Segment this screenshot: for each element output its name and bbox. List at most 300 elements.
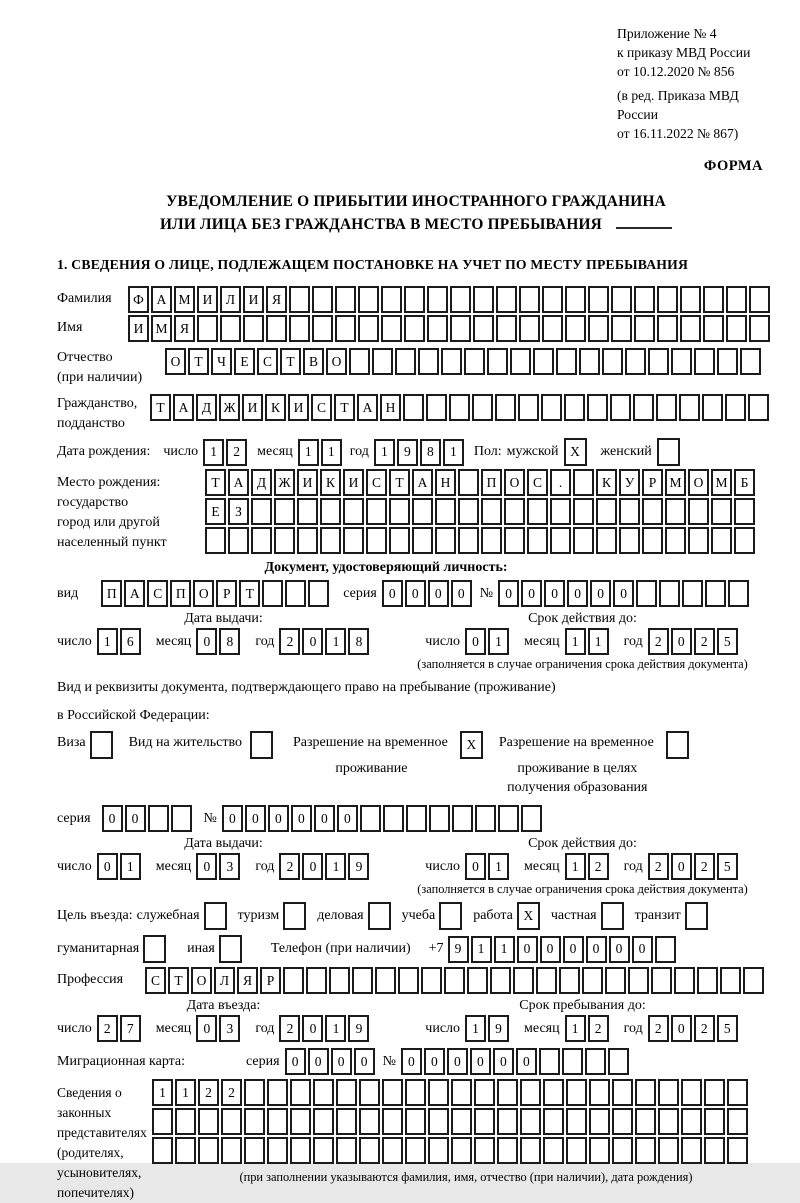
citizenship-cell[interactable]: А xyxy=(357,394,378,421)
stay-month-cell[interactable]: 1 xyxy=(565,1015,586,1042)
patronymic-cell[interactable] xyxy=(671,348,692,375)
birthplace-cell[interactable] xyxy=(527,498,548,525)
surname-cell[interactable]: И xyxy=(197,286,218,313)
representatives-cell[interactable] xyxy=(520,1108,541,1135)
profession-cell[interactable]: Р xyxy=(260,967,281,994)
profession-cell[interactable] xyxy=(375,967,396,994)
birthplace-cell[interactable]: И xyxy=(297,469,318,496)
birth-year-cell[interactable]: 1 xyxy=(443,439,464,466)
birthplace-cell[interactable] xyxy=(205,527,226,554)
firstname-cell[interactable] xyxy=(657,315,678,342)
birth-year-cell[interactable]: 1 xyxy=(374,439,395,466)
phone-digit-cell[interactable]: 1 xyxy=(494,936,515,963)
surname-cell[interactable] xyxy=(496,286,517,313)
iddoc-issue-month-cell[interactable]: 0 xyxy=(196,628,217,655)
iddoc-valid-day-cell[interactable]: 0 xyxy=(465,628,486,655)
iddoc-issue-year-cell[interactable]: 8 xyxy=(348,628,369,655)
permit-series-cell[interactable] xyxy=(171,805,192,832)
migcard-number-cell[interactable]: 0 xyxy=(470,1048,491,1075)
patronymic-cell[interactable] xyxy=(510,348,531,375)
permit-number-cell[interactable] xyxy=(452,805,473,832)
patronymic-cell[interactable] xyxy=(441,348,462,375)
birthplace-cell[interactable] xyxy=(274,498,295,525)
birthplace-cell[interactable]: З xyxy=(228,498,249,525)
permit-valid-day-cell[interactable]: 1 xyxy=(488,853,509,880)
representatives-cell[interactable] xyxy=(566,1079,587,1106)
iddoc-kind-cell[interactable] xyxy=(308,580,329,607)
profession-cell[interactable] xyxy=(490,967,511,994)
representatives-cell[interactable] xyxy=(589,1108,610,1135)
birthplace-cell[interactable]: П xyxy=(481,469,502,496)
representatives-cell[interactable] xyxy=(658,1079,679,1106)
representatives-cell[interactable] xyxy=(497,1137,518,1164)
representatives-cell[interactable] xyxy=(681,1108,702,1135)
representatives-cell[interactable] xyxy=(566,1137,587,1164)
patronymic-cell[interactable] xyxy=(556,348,577,375)
profession-cell[interactable] xyxy=(605,967,626,994)
representatives-cell[interactable]: 2 xyxy=(221,1079,242,1106)
iddoc-number-cell[interactable]: 0 xyxy=(590,580,611,607)
citizenship-cell[interactable] xyxy=(541,394,562,421)
surname-cell[interactable] xyxy=(289,286,310,313)
birthplace-cell[interactable]: Е xyxy=(205,498,226,525)
migcard-series-cell[interactable]: 0 xyxy=(285,1048,306,1075)
patronymic-cell[interactable] xyxy=(648,348,669,375)
citizenship-cell[interactable] xyxy=(564,394,585,421)
birthplace-cell[interactable] xyxy=(550,527,571,554)
citizenship-cell[interactable] xyxy=(610,394,631,421)
iddoc-number-cell[interactable] xyxy=(636,580,657,607)
representatives-cell[interactable] xyxy=(313,1137,334,1164)
representatives-cell[interactable] xyxy=(727,1137,748,1164)
citizenship-cell[interactable]: Н xyxy=(380,394,401,421)
birthplace-cell[interactable] xyxy=(642,498,663,525)
representatives-cell[interactable] xyxy=(704,1137,725,1164)
temp-residence-checkbox-cell[interactable]: X xyxy=(460,731,483,759)
representatives-cell[interactable] xyxy=(405,1108,426,1135)
iddoc-valid-year-cell[interactable]: 2 xyxy=(648,628,669,655)
representatives-cell[interactable] xyxy=(382,1137,403,1164)
birthplace-cell[interactable]: И xyxy=(343,469,364,496)
birthplace-cell[interactable]: Н xyxy=(435,469,456,496)
representatives-cell[interactable] xyxy=(267,1137,288,1164)
iddoc-number-cell[interactable]: 0 xyxy=(544,580,565,607)
phone-digit-cell[interactable] xyxy=(655,936,676,963)
profession-cell[interactable] xyxy=(329,967,350,994)
citizenship-cell[interactable] xyxy=(403,394,424,421)
profession-cell[interactable] xyxy=(352,967,373,994)
iddoc-valid-day-cell[interactable]: 1 xyxy=(488,628,509,655)
patronymic-cell[interactable]: Т xyxy=(280,348,301,375)
permit-issue-year-cell[interactable]: 0 xyxy=(302,853,323,880)
iddoc-number-cell[interactable]: 0 xyxy=(567,580,588,607)
firstname-cell[interactable]: М xyxy=(151,315,172,342)
stay-year-cell[interactable]: 5 xyxy=(717,1015,738,1042)
representatives-cell[interactable] xyxy=(612,1108,633,1135)
representatives-cell[interactable] xyxy=(612,1079,633,1106)
patronymic-cell[interactable] xyxy=(740,348,761,375)
residence-checkbox-cell[interactable] xyxy=(250,731,273,759)
representatives-cell[interactable] xyxy=(543,1108,564,1135)
permit-number-cell[interactable] xyxy=(475,805,496,832)
iddoc-series-cell[interactable]: 0 xyxy=(382,580,403,607)
permit-number-cell[interactable] xyxy=(360,805,381,832)
firstname-cell[interactable] xyxy=(611,315,632,342)
representatives-cell[interactable] xyxy=(635,1079,656,1106)
citizenship-cell[interactable] xyxy=(449,394,470,421)
citizenship-cell[interactable] xyxy=(633,394,654,421)
patronymic-cell[interactable] xyxy=(418,348,439,375)
birthplace-cell[interactable] xyxy=(366,527,387,554)
permit-number-cell[interactable]: 0 xyxy=(222,805,243,832)
entry-year-cell[interactable]: 0 xyxy=(302,1015,323,1042)
surname-cell[interactable]: И xyxy=(243,286,264,313)
birthplace-cell[interactable] xyxy=(665,527,686,554)
profession-cell[interactable] xyxy=(628,967,649,994)
permit-issue-month-cell[interactable]: 0 xyxy=(196,853,217,880)
representatives-cell[interactable] xyxy=(727,1108,748,1135)
birthplace-cell[interactable]: М xyxy=(711,469,732,496)
representatives-cell[interactable] xyxy=(428,1108,449,1135)
representatives-cell[interactable] xyxy=(175,1108,196,1135)
representatives-cell[interactable] xyxy=(313,1079,334,1106)
firstname-cell[interactable] xyxy=(634,315,655,342)
permit-valid-day-cell[interactable]: 0 xyxy=(465,853,486,880)
birth-year-cell[interactable]: 9 xyxy=(397,439,418,466)
iddoc-kind-cell[interactable] xyxy=(285,580,306,607)
patronymic-cell[interactable] xyxy=(602,348,623,375)
birthplace-cell[interactable] xyxy=(688,498,709,525)
permit-issue-day-cell[interactable]: 0 xyxy=(97,853,118,880)
citizenship-cell[interactable]: Т xyxy=(334,394,355,421)
representatives-cell[interactable] xyxy=(152,1108,173,1135)
firstname-cell[interactable] xyxy=(749,315,770,342)
firstname-cell[interactable] xyxy=(726,315,747,342)
male-checkbox-cell[interactable]: X xyxy=(564,438,587,466)
patronymic-cell[interactable] xyxy=(717,348,738,375)
representatives-cell[interactable] xyxy=(152,1137,173,1164)
birthplace-cell[interactable] xyxy=(435,527,456,554)
surname-cell[interactable] xyxy=(542,286,563,313)
representatives-cell[interactable] xyxy=(497,1108,518,1135)
birthplace-cell[interactable] xyxy=(297,527,318,554)
iddoc-number-cell[interactable] xyxy=(728,580,749,607)
citizenship-cell[interactable]: К xyxy=(265,394,286,421)
permit-valid-month-cell[interactable]: 2 xyxy=(588,853,609,880)
birthplace-cell[interactable] xyxy=(251,527,272,554)
purpose-business-cell[interactable] xyxy=(368,902,391,930)
birthplace-cell[interactable]: Т xyxy=(205,469,226,496)
migcard-series-cell[interactable]: 0 xyxy=(308,1048,329,1075)
birthplace-cell[interactable] xyxy=(734,527,755,554)
profession-cell[interactable]: Т xyxy=(168,967,189,994)
permit-number-cell[interactable]: 0 xyxy=(314,805,335,832)
surname-cell[interactable]: Я xyxy=(266,286,287,313)
entry-year-cell[interactable]: 9 xyxy=(348,1015,369,1042)
iddoc-number-cell[interactable] xyxy=(659,580,680,607)
profession-cell[interactable] xyxy=(513,967,534,994)
profession-cell[interactable] xyxy=(306,967,327,994)
representatives-cell[interactable] xyxy=(543,1079,564,1106)
representatives-cell[interactable] xyxy=(359,1108,380,1135)
surname-cell[interactable] xyxy=(358,286,379,313)
profession-cell[interactable] xyxy=(582,967,603,994)
birthplace-cell[interactable]: А xyxy=(228,469,249,496)
profession-cell[interactable] xyxy=(674,967,695,994)
birthplace-cell[interactable] xyxy=(458,498,479,525)
iddoc-number-cell[interactable]: 0 xyxy=(613,580,634,607)
representatives-cell[interactable] xyxy=(589,1079,610,1106)
birthplace-cell[interactable]: С xyxy=(527,469,548,496)
iddoc-issue-day-cell[interactable]: 1 xyxy=(97,628,118,655)
surname-cell[interactable] xyxy=(611,286,632,313)
birthplace-cell[interactable] xyxy=(320,527,341,554)
profession-cell[interactable] xyxy=(283,967,304,994)
purpose-other-cell[interactable] xyxy=(219,935,242,963)
representatives-cell[interactable] xyxy=(658,1108,679,1135)
birthplace-cell[interactable] xyxy=(527,527,548,554)
representatives-cell[interactable] xyxy=(704,1108,725,1135)
patronymic-cell[interactable] xyxy=(349,348,370,375)
surname-cell[interactable] xyxy=(588,286,609,313)
migcard-number-cell[interactable] xyxy=(562,1048,583,1075)
permit-issue-month-cell[interactable]: 3 xyxy=(219,853,240,880)
profession-cell[interactable] xyxy=(720,967,741,994)
citizenship-cell[interactable] xyxy=(518,394,539,421)
firstname-cell[interactable]: Я xyxy=(174,315,195,342)
iddoc-series-cell[interactable]: 0 xyxy=(451,580,472,607)
purpose-transit-cell[interactable] xyxy=(685,902,708,930)
firstname-cell[interactable] xyxy=(358,315,379,342)
iddoc-valid-month-cell[interactable]: 1 xyxy=(565,628,586,655)
representatives-cell[interactable] xyxy=(497,1079,518,1106)
patronymic-cell[interactable]: Ч xyxy=(211,348,232,375)
permit-number-cell[interactable]: 0 xyxy=(245,805,266,832)
representatives-cell[interactable] xyxy=(405,1137,426,1164)
surname-cell[interactable] xyxy=(680,286,701,313)
citizenship-cell[interactable]: А xyxy=(173,394,194,421)
iddoc-series-cell[interactable]: 0 xyxy=(428,580,449,607)
stay-year-cell[interactable]: 2 xyxy=(694,1015,715,1042)
birthplace-cell[interactable] xyxy=(573,498,594,525)
profession-cell[interactable] xyxy=(559,967,580,994)
representatives-cell[interactable] xyxy=(290,1137,311,1164)
iddoc-issue-year-cell[interactable]: 0 xyxy=(302,628,323,655)
stay-month-cell[interactable]: 2 xyxy=(588,1015,609,1042)
representatives-cell[interactable] xyxy=(543,1137,564,1164)
citizenship-cell[interactable] xyxy=(748,394,769,421)
citizenship-cell[interactable] xyxy=(587,394,608,421)
edu-residence-checkbox-cell[interactable] xyxy=(666,731,689,759)
birthplace-cell[interactable] xyxy=(665,498,686,525)
firstname-cell[interactable] xyxy=(565,315,586,342)
birthplace-cell[interactable] xyxy=(228,527,249,554)
firstname-cell[interactable] xyxy=(404,315,425,342)
migcard-number-cell[interactable]: 0 xyxy=(401,1048,422,1075)
representatives-cell[interactable] xyxy=(405,1079,426,1106)
representatives-cell[interactable]: 1 xyxy=(152,1079,173,1106)
firstname-cell[interactable] xyxy=(450,315,471,342)
iddoc-kind-cell[interactable] xyxy=(262,580,283,607)
firstname-cell[interactable] xyxy=(496,315,517,342)
patronymic-cell[interactable] xyxy=(579,348,600,375)
birthplace-cell[interactable]: С xyxy=(366,469,387,496)
surname-cell[interactable] xyxy=(565,286,586,313)
birthplace-cell[interactable] xyxy=(458,527,479,554)
phone-digit-cell[interactable]: 0 xyxy=(563,936,584,963)
birth-month-cell[interactable]: 1 xyxy=(321,439,342,466)
patronymic-cell[interactable]: О xyxy=(326,348,347,375)
migcard-series-cell[interactable]: 0 xyxy=(354,1048,375,1075)
birthplace-cell[interactable] xyxy=(734,498,755,525)
firstname-cell[interactable] xyxy=(197,315,218,342)
representatives-cell[interactable] xyxy=(198,1108,219,1135)
citizenship-cell[interactable] xyxy=(679,394,700,421)
surname-cell[interactable]: М xyxy=(174,286,195,313)
representatives-cell[interactable] xyxy=(612,1137,633,1164)
representatives-cell[interactable]: 1 xyxy=(175,1079,196,1106)
stay-day-cell[interactable]: 9 xyxy=(488,1015,509,1042)
representatives-cell[interactable] xyxy=(451,1079,472,1106)
phone-digit-cell[interactable]: 9 xyxy=(448,936,469,963)
profession-cell[interactable]: Я xyxy=(237,967,258,994)
iddoc-issue-day-cell[interactable]: 6 xyxy=(120,628,141,655)
representatives-cell[interactable] xyxy=(244,1137,265,1164)
birthplace-cell[interactable] xyxy=(458,469,479,496)
migcard-number-cell[interactable] xyxy=(608,1048,629,1075)
firstname-cell[interactable] xyxy=(519,315,540,342)
firstname-cell[interactable] xyxy=(588,315,609,342)
permit-issue-year-cell[interactable]: 1 xyxy=(325,853,346,880)
representatives-cell[interactable] xyxy=(290,1079,311,1106)
citizenship-cell[interactable]: И xyxy=(288,394,309,421)
surname-cell[interactable] xyxy=(657,286,678,313)
citizenship-cell[interactable]: Ж xyxy=(219,394,240,421)
purpose-study-cell[interactable] xyxy=(439,902,462,930)
birthplace-cell[interactable] xyxy=(504,498,525,525)
permit-number-cell[interactable] xyxy=(383,805,404,832)
iddoc-number-cell[interactable]: 0 xyxy=(521,580,542,607)
representatives-cell[interactable] xyxy=(635,1137,656,1164)
patronymic-cell[interactable] xyxy=(625,348,646,375)
birthplace-cell[interactable]: У xyxy=(619,469,640,496)
iddoc-kind-cell[interactable]: П xyxy=(101,580,122,607)
representatives-cell[interactable] xyxy=(359,1137,380,1164)
representatives-cell[interactable] xyxy=(198,1137,219,1164)
birthplace-cell[interactable]: . xyxy=(550,469,571,496)
surname-cell[interactable]: А xyxy=(151,286,172,313)
iddoc-kind-cell[interactable]: С xyxy=(147,580,168,607)
birthplace-cell[interactable] xyxy=(412,527,433,554)
citizenship-cell[interactable] xyxy=(656,394,677,421)
representatives-cell[interactable] xyxy=(681,1079,702,1106)
citizenship-cell[interactable] xyxy=(472,394,493,421)
firstname-cell[interactable] xyxy=(243,315,264,342)
birthplace-cell[interactable] xyxy=(343,527,364,554)
birthplace-cell[interactable] xyxy=(435,498,456,525)
surname-cell[interactable] xyxy=(473,286,494,313)
entry-month-cell[interactable]: 0 xyxy=(196,1015,217,1042)
purpose-work-cell[interactable]: X xyxy=(517,902,540,930)
birthplace-cell[interactable] xyxy=(550,498,571,525)
permit-issue-year-cell[interactable]: 9 xyxy=(348,853,369,880)
profession-cell[interactable]: С xyxy=(145,967,166,994)
firstname-cell[interactable] xyxy=(381,315,402,342)
firstname-cell[interactable] xyxy=(312,315,333,342)
firstname-cell[interactable] xyxy=(680,315,701,342)
representatives-cell[interactable] xyxy=(474,1108,495,1135)
birthplace-cell[interactable]: Д xyxy=(251,469,272,496)
representatives-cell[interactable] xyxy=(589,1137,610,1164)
patronymic-cell[interactable]: Т xyxy=(188,348,209,375)
iddoc-series-cell[interactable]: 0 xyxy=(405,580,426,607)
birthplace-cell[interactable] xyxy=(711,527,732,554)
permit-issue-year-cell[interactable]: 2 xyxy=(279,853,300,880)
birthplace-cell[interactable] xyxy=(297,498,318,525)
surname-cell[interactable] xyxy=(450,286,471,313)
citizenship-cell[interactable] xyxy=(702,394,723,421)
firstname-cell[interactable] xyxy=(289,315,310,342)
birthplace-cell[interactable] xyxy=(251,498,272,525)
birth-day-cell[interactable]: 2 xyxy=(226,439,247,466)
migcard-number-cell[interactable]: 0 xyxy=(493,1048,514,1075)
purpose-private-cell[interactable] xyxy=(601,902,624,930)
profession-cell[interactable]: О xyxy=(191,967,212,994)
citizenship-cell[interactable]: И xyxy=(242,394,263,421)
surname-cell[interactable] xyxy=(335,286,356,313)
entry-day-cell[interactable]: 2 xyxy=(97,1015,118,1042)
permit-number-cell[interactable]: 0 xyxy=(337,805,358,832)
representatives-cell[interactable] xyxy=(451,1108,472,1135)
permit-number-cell[interactable]: 0 xyxy=(268,805,289,832)
patronymic-cell[interactable] xyxy=(487,348,508,375)
patronymic-cell[interactable] xyxy=(533,348,554,375)
representatives-cell[interactable] xyxy=(428,1079,449,1106)
firstname-cell[interactable] xyxy=(542,315,563,342)
representatives-cell[interactable] xyxy=(267,1079,288,1106)
representatives-cell[interactable] xyxy=(704,1079,725,1106)
surname-cell[interactable] xyxy=(726,286,747,313)
patronymic-cell[interactable] xyxy=(694,348,715,375)
birthplace-cell[interactable] xyxy=(504,527,525,554)
phone-digit-cell[interactable]: 0 xyxy=(609,936,630,963)
migcard-number-cell[interactable] xyxy=(539,1048,560,1075)
profession-cell[interactable] xyxy=(467,967,488,994)
firstname-cell[interactable] xyxy=(266,315,287,342)
stay-day-cell[interactable]: 1 xyxy=(465,1015,486,1042)
representatives-cell[interactable] xyxy=(267,1108,288,1135)
birthplace-cell[interactable]: К xyxy=(320,469,341,496)
birthplace-cell[interactable] xyxy=(573,527,594,554)
birth-day-cell[interactable]: 1 xyxy=(203,439,224,466)
permit-issue-day-cell[interactable]: 1 xyxy=(120,853,141,880)
citizenship-cell[interactable] xyxy=(725,394,746,421)
profession-cell[interactable] xyxy=(743,967,764,994)
representatives-cell[interactable] xyxy=(175,1137,196,1164)
patronymic-cell[interactable] xyxy=(372,348,393,375)
permit-number-cell[interactable] xyxy=(429,805,450,832)
iddoc-issue-year-cell[interactable]: 2 xyxy=(279,628,300,655)
surname-cell[interactable] xyxy=(427,286,448,313)
phone-digit-cell[interactable]: 0 xyxy=(586,936,607,963)
citizenship-cell[interactable]: С xyxy=(311,394,332,421)
representatives-cell[interactable] xyxy=(313,1108,334,1135)
representatives-cell[interactable] xyxy=(244,1108,265,1135)
migcard-number-cell[interactable]: 0 xyxy=(424,1048,445,1075)
permit-series-cell[interactable]: 0 xyxy=(102,805,123,832)
birthplace-cell[interactable] xyxy=(481,498,502,525)
representatives-cell[interactable] xyxy=(520,1137,541,1164)
